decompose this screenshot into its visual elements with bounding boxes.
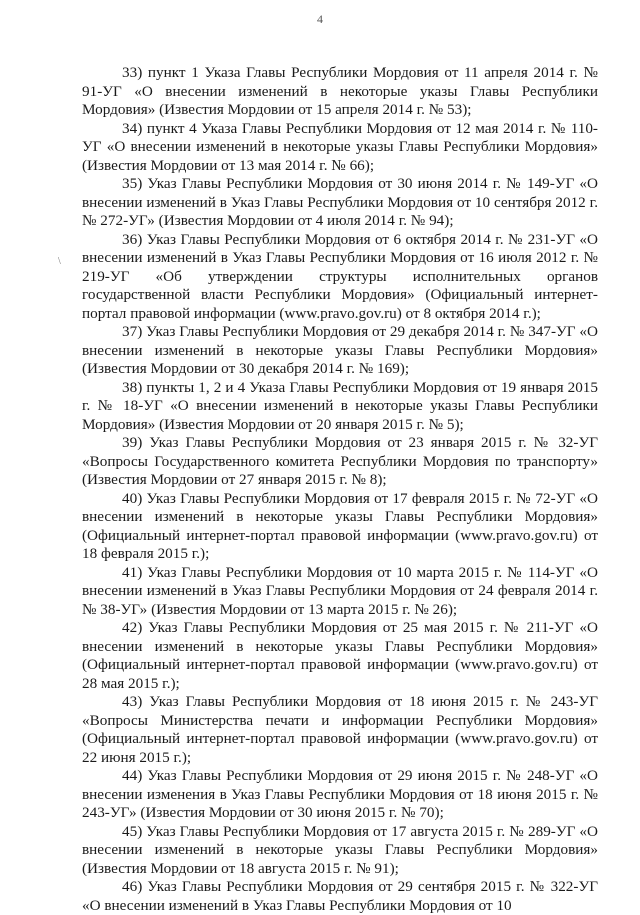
list-item: 36) Указ Главы Республики Мордовия от 6 октября 2014 г. № 231-УГ «О внесении изменений в Указ Главы Республики Мордовия от 16 июля 2012 г. № 219-УГ «Об утверждении структуры исполнительных органов государственной власти Республики Мордовия» (Официальный интернет-портал правовой информации (www.pravo.gov.ru) от 8 октября 2014 г.); <box>82 230 598 322</box>
list-item: 34) пункт 4 Указа Главы Республики Мордовия от 12 мая 2014 г. № 110-УГ «О внесении изменений в некоторые указы Главы Республики Мордовия» (Известия Мордовии от 13 мая 2014 г. № 66); <box>82 119 598 174</box>
list-item: 43) Указ Главы Республики Мордовия от 18 июня 2015 г. № 243-УГ «Вопросы Министерства печати и информации Республики Мордовия» (Официальный интернет-портал правовой информации (www.pravo.gov.ru) от 22 июня 2015 г.); <box>82 693 598 766</box>
list-item: 44) Указ Главы Республики Мордовия от 29 июня 2015 г. № 248-УГ «О внесении изменения в Указ Главы Республики Мордовия от 18 июня 2015 г. № 243-УГ» (Известия Мордовии от 30 июня 2015 г. № 70); <box>82 767 598 821</box>
list-item: 35) Указ Главы Республики Мордовия от 30 июня 2014 г. № 149-УГ «О внесении изменений в Указ Главы Республики Мордовия от 10 сентября 2012 г. № 272-УГ» (Известия Мордовии от 4 июля 2014 г. № 94); <box>82 175 598 229</box>
list-item: 38) пункты 1, 2 и 4 Указа Главы Республики Мордовия от 19 января 2015 г. № 18-УГ «О внесении изменений в некоторые указы Главы Республики Мордовия» (Известия Мордовии от 20 января 2015 г. № 5); <box>82 378 598 433</box>
list-item: 39) Указ Главы Республики Мордовия от 23 января 2015 г. № 32-УГ «Вопросы Государственного комитета Республики Мордовия по транспорту» (Известия Мордовии от 27 января 2015 г. № 8); <box>82 434 598 488</box>
document-body <box>82 64 598 915</box>
list-item: 46) Указ Главы Республики Мордовия от 29 сентября 2015 г. № 322-УГ «О внесении изменений в Указ Главы Республики Мордовия от 10 <box>82 878 598 914</box>
list-item: 37) Указ Главы Республики Мордовия от 29 декабря 2014 г. № 347-УГ «О внесении изменений в некоторые указы Главы Республики Мордовия» (Известия Мордовии от 30 декабря 2014 г. № 169); <box>82 323 598 377</box>
margin-mark: \ <box>58 256 61 267</box>
page-number: 4 <box>317 12 323 26</box>
list-item: 42) Указ Главы Республики Мордовия от 25 мая 2015 г. № 211-УГ «О внесении изменений в некоторые указы Главы Республики Мордовия» (Официальный интернет-портал правовой информации (www.pravo.gov.ru) от 28 мая 2015 г.); <box>82 619 598 692</box>
list-item: 41) Указ Главы Республики Мордовия от 10 марта 2015 г. № 114-УГ «О внесении изменений в Указ Главы Республики Мордовия от 24 февраля 2014 г. № 38-УГ» (Известия Мордовии от 13 марта 2015 г. № 26); <box>82 563 598 618</box>
list-item: 33) пункт 1 Указа Главы Республики Мордовия от 11 апреля 2014 г. № 91-УГ «О внесении изменений в некоторые указы Главы Республики Мордовия» (Известия Мордовии от 15 апреля 2014 г. № 53); <box>82 64 598 118</box>
list-item: 40) Указ Главы Республики Мордовия от 17 февраля 2015 г. № 72-УГ «О внесении изменений в некоторые указы Главы Республики Мордовия» (Официальный интернет-портал правовой информации (www.pravo.gov.ru) от 18 февраля 2015 г.); <box>82 489 598 562</box>
list-item: 45) Указ Главы Республики Мордовия от 17 августа 2015 г. № 289-УГ «О внесении изменений в некоторые указы Главы Республики Мордовия» (Известия Мордовии от 18 августа 2015 г. № 91); <box>82 822 598 877</box>
